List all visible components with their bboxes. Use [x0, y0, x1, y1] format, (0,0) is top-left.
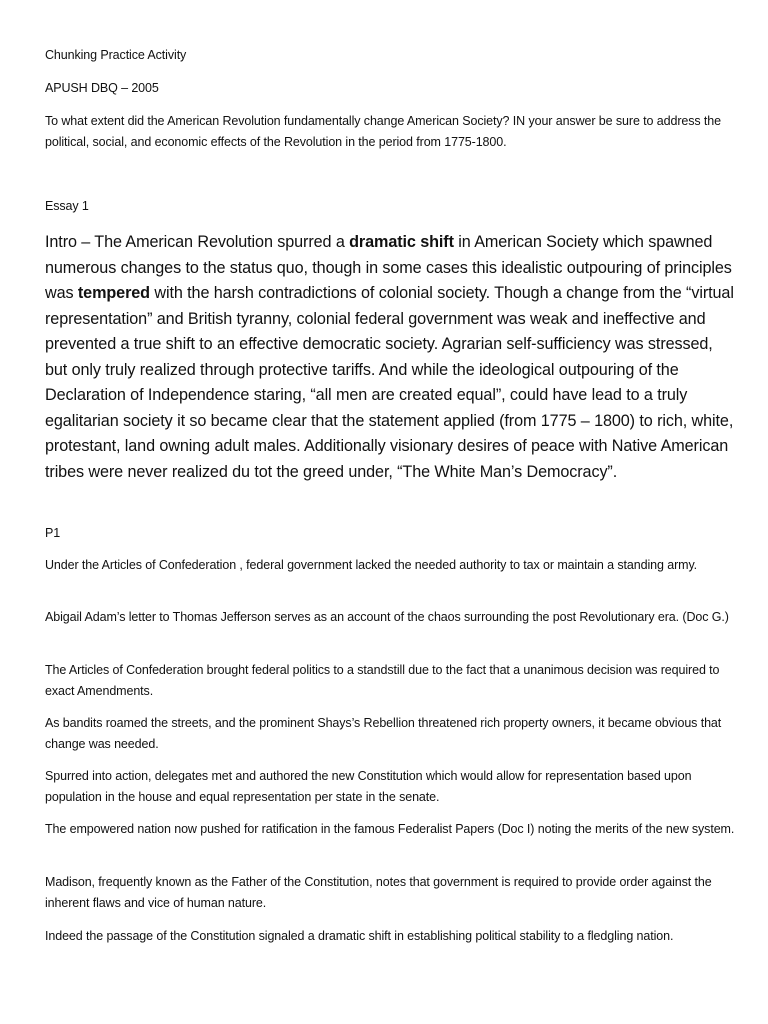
intro-bold-tempered: tempered — [77, 284, 150, 302]
intro-bold-dramatic-shift: dramatic shift — [349, 233, 454, 251]
p1-sentence-4: As bandits roamed the streets, and the prominent Shays’s Rebellion threatened rich property owners, it became obvious that change was needed. — [45, 716, 722, 751]
p1-sentence-1: Under the Articles of Confederation , federal government lacked the needed authority to tax or maintain a standing army. — [45, 558, 698, 572]
p1-label: P1 — [45, 526, 61, 540]
intro-paragraph — [45, 230, 735, 485]
p1-sentence-3: The Articles of Confederation brought federal politics to a standstill due to the fact that a unanimous decision was required to exact Amendments. — [45, 663, 720, 698]
p1-sentence-8: Indeed the passage of the Constitution signaled a dramatic shift in establishing political stability to a fledgling nation. — [45, 929, 674, 943]
dbq-label: APUSH DBQ – 2005 — [45, 81, 159, 95]
intro-text-3: with the harsh contradictions of colonial society. Though a change from the “virtual representation” and British tyranny, colonial federal government was weak and ineffective and prevented a true shift to an effective democratic society. Agrarian self-sufficiency was stressed, but only truly realized through protective tariffs. And while the ideological outpouring of the Declaration of Independence staring, “all men are created equal”, could have lead to a truly egalitarian society it so became clear that the statement applied (from 1775 – 1800) to rich, white, protestant, land owning adult males. Additionally visionary desires of peace with Native American tribes were never realized du tot the greed under, “The White Man’s Democracy”. — [45, 284, 734, 481]
p1-sentence-5: Spurred into action, delegates met and authored the new Constitution which would allow for representation based upon population in the house and equal representation per state in the senate. — [45, 769, 692, 804]
essay-label: Essay 1 — [45, 199, 89, 213]
essay-prompt: To what extent did the American Revolution fundamentally change American Society? IN your answer be sure to address the political, social, and economic effects of the Revolution in the period from 1775-1800. — [45, 114, 721, 149]
p1-sentence-2: Abigail Adam’s letter to Thomas Jefferson serves as an account of the chaos surrounding the post Revolutionary era. (Doc G.) — [45, 610, 729, 624]
p1-sentence-6: The empowered nation now pushed for ratification in the famous Federalist Papers (Doc I) noting the merits of the new system. — [45, 822, 735, 836]
document-title: Chunking Practice Activity — [45, 48, 187, 62]
intro-text-2: in American Society which spawned numerous changes to the status quo, though in some cases this idealistic outpouring of principles was — [45, 233, 732, 302]
p1-sentence-7: Madison, frequently known as the Father of the Constitution, notes that government is required to provide order against the inherent flaws and vice of human nature. — [45, 875, 712, 910]
intro-text-1: Intro – The American Revolution spurred a — [45, 233, 350, 251]
